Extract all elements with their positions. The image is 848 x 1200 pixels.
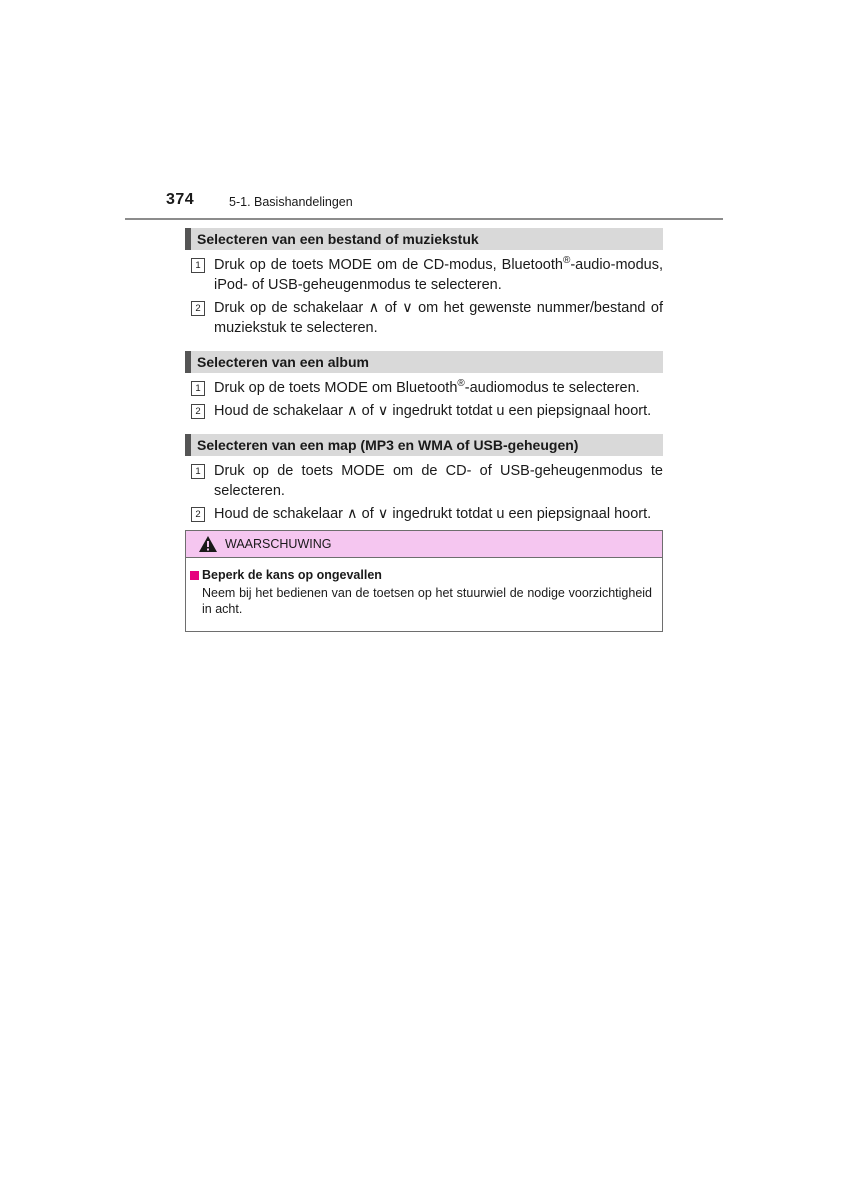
warning-label: WAARSCHUWING bbox=[225, 537, 332, 551]
step-text-b: -audiomodus te selecteren. bbox=[464, 380, 640, 396]
step-text-b: -audio-modus, iPod- of USB-geheugenmodus te selecteren. bbox=[214, 257, 663, 293]
warning-header bbox=[186, 531, 662, 558]
warning-body bbox=[186, 558, 662, 631]
page-content bbox=[185, 228, 663, 632]
section-heading: Selecteren van een map (MP3 en WMA of USB-geheugen) bbox=[185, 434, 663, 456]
page-header bbox=[125, 188, 723, 220]
warning-triangle-icon bbox=[198, 535, 218, 553]
step-text-a: Druk op de toets MODE om de CD-modus, Bluetooth bbox=[214, 257, 563, 273]
step-text: Druk op de toets MODE om de CD- of USB-geheugenmodus te selecteren. bbox=[214, 463, 663, 499]
warning-title-text: Beperk de kans op ongevallen bbox=[202, 568, 382, 582]
section-select-album bbox=[185, 351, 663, 421]
step-item bbox=[185, 255, 663, 295]
section-select-folder bbox=[185, 434, 663, 524]
step-item bbox=[185, 504, 663, 524]
step-number: 1 bbox=[191, 381, 205, 396]
step-item bbox=[185, 298, 663, 338]
warning-box bbox=[185, 530, 663, 632]
step-number: 1 bbox=[191, 464, 205, 479]
page-number: 374 bbox=[166, 191, 195, 208]
step-number: 2 bbox=[191, 507, 205, 522]
bullet-square-icon bbox=[190, 571, 199, 580]
step-text: Houd de schakelaar ∧ of ∨ ingedrukt totdat u een piepsignaal hoort. bbox=[214, 403, 652, 419]
warning-text: Neem bij het bedienen van de toetsen op het stuurwiel de nodige voorzichtigheid in acht. bbox=[202, 586, 652, 616]
section-label: 5-1. Basishandelingen bbox=[229, 195, 353, 209]
steps-list bbox=[185, 378, 663, 421]
step-item bbox=[185, 401, 663, 421]
section-select-file bbox=[185, 228, 663, 338]
registered-mark: ® bbox=[457, 378, 465, 389]
warning-title bbox=[190, 568, 652, 582]
step-text: Houd de schakelaar ∧ of ∨ ingedrukt totdat u een piepsignaal hoort. bbox=[214, 506, 652, 522]
registered-mark: ® bbox=[562, 255, 571, 266]
steps-list bbox=[185, 255, 663, 338]
step-number: 2 bbox=[191, 301, 205, 316]
step-number: 2 bbox=[191, 404, 205, 419]
step-number: 1 bbox=[191, 258, 205, 273]
step-text-a: Druk op de toets MODE om Bluetooth bbox=[214, 380, 458, 396]
step-text: Druk op de schakelaar ∧ of ∨ om het gewenste nummer/bestand of muziekstuk te selecteren. bbox=[214, 300, 663, 336]
section-heading: Selecteren van een bestand of muziekstuk bbox=[185, 228, 663, 250]
step-item bbox=[185, 378, 663, 398]
section-heading: Selecteren van een album bbox=[185, 351, 663, 373]
step-item bbox=[185, 461, 663, 501]
steps-list bbox=[185, 461, 663, 524]
